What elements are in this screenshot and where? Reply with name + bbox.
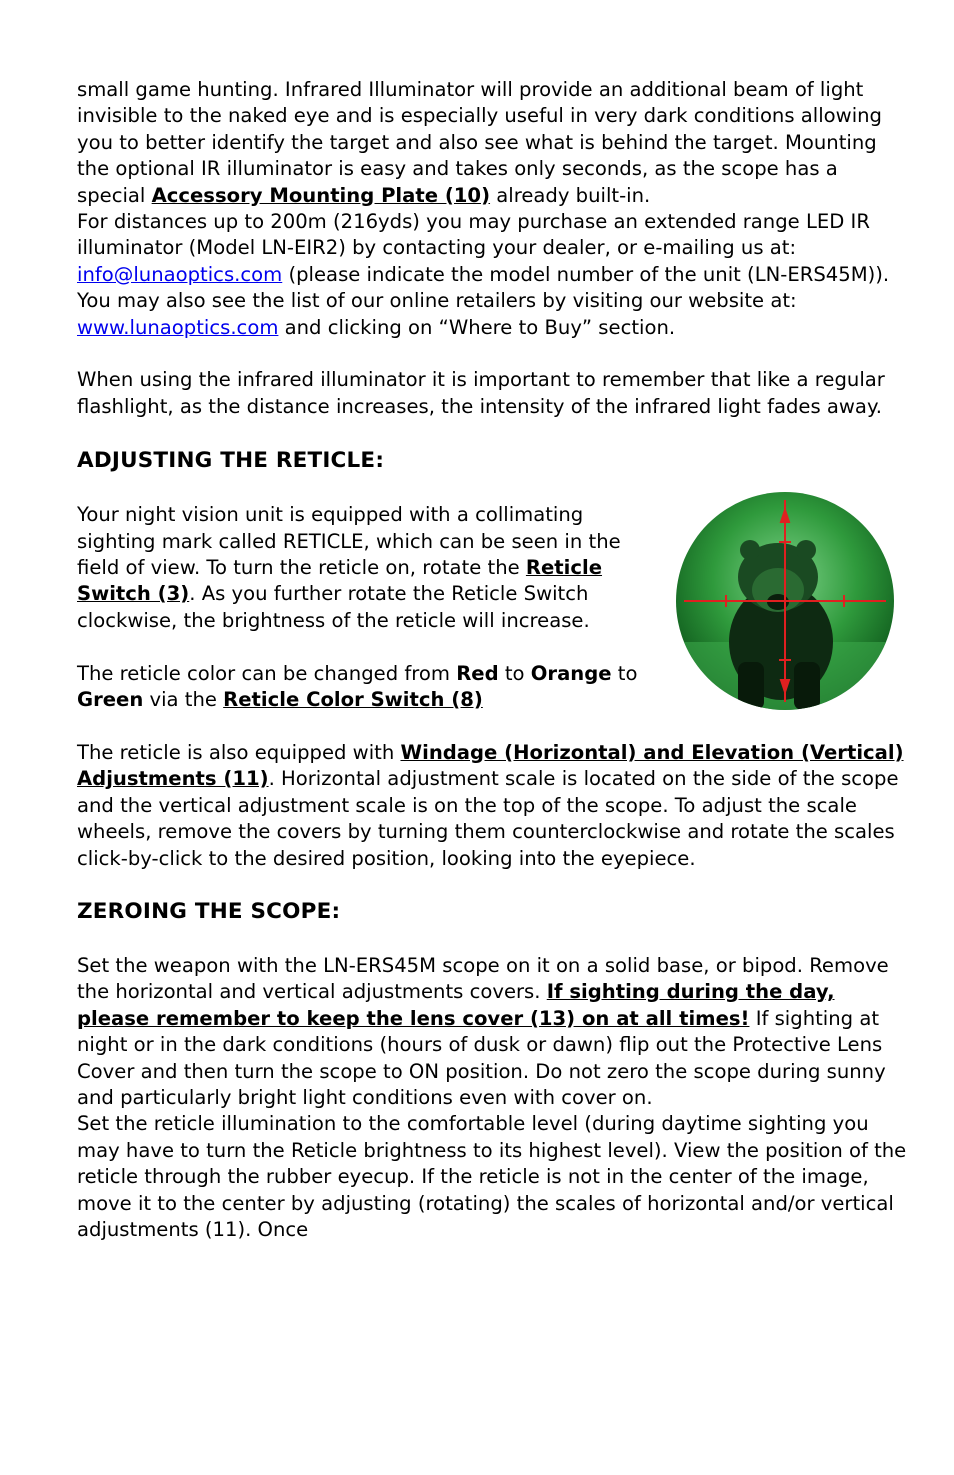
reticle-text-column [77,502,667,713]
zeroing-heading: ZEROING THE SCOPE: [77,898,341,924]
reticle-paragraph-3: The reticle is also equipped with Windage (Horizontal) and Elevation (Vertical) Adjustments (11). Horizontal adjustment scale is located on the side of the scope and the vertical adjustment scale is on the top of the scope. To adjust the scale wheels, remove the covers by turning them counterclockwise and rotate the scales click-by-click to the desired position, looking into the eyepiece. [77,740,904,870]
reticle-color-switch-ref: Reticle Color Switch (8) [223,688,483,712]
document-page [77,77,907,1243]
color-red-label: Red [456,661,499,685]
reticle-switch-ref: Reticle Switch (3) [77,556,603,606]
intro-paragraph-2: For distances up to 200m (216yds) you may purchase an extended range LED IR illuminator (Model LN-EIR2) by contacting your dealer, or e-mailing us at: info@lunaoptics.com (please indicate the model number of the unit (LN-ERS45M)). You may also see the list of our online retailers by visiting our website at: www.lunaoptics.com and clicking on “Where to Buy” section. [77,210,890,339]
reticle-block [77,502,907,713]
windage-elevation-ref: Windage (Horizontal) and Elevation (Vertical) Adjustments (11) [77,740,904,791]
website-link[interactable]: www.lunaoptics.com [77,315,279,339]
night-vision-bear-image [676,492,894,710]
color-orange-label: Orange [530,661,612,685]
color-green-label: Green [77,688,144,712]
intro-paragraph-3: When using the infrared illuminator it is important to remember that like a regular flashlight, as the distance increases, the intensity of the infrared light fades away. [77,368,885,418]
reticle-paragraph-2: The reticle color can be changed from Red to Orange to Green via the Reticle Color Switch (8) [77,661,638,712]
email-link[interactable]: info@lunaoptics.com [77,262,283,286]
zeroing-paragraph-1: Set the weapon with the LN-ERS45M scope on it on a solid base, or bipod. Remove the horizontal and vertical adjustments covers. If sighting during the day, please remember to keep the lens cover (13) on at all times! If sighting at night or in the dark conditions (hours of dusk or dawn) flip out the Protective Lens Cover and then turn the scope to ON position. Do not zero the scope during sunny and particularly bright light conditions even with cover on. [77,953,889,1109]
lens-cover-warning: If sighting during the day, please remember to keep the lens cover (13) on at all times! [77,980,835,1030]
accessory-mounting-plate-ref: Accessory Mounting Plate (10) [151,183,491,207]
reticle-heading: ADJUSTING THE RETICLE: [77,448,385,474]
intro-paragraph-1: small game hunting. Infrared Illuminator will provide an additional beam of light invisible to the naked eye and is especially useful in very dark conditions allowing you to better identify the target and also see what is behind the target. Mounting the optional IR illuminator is easy and takes only seconds, as the scope has a special Accessory Mounting Plate (10) already built-in. [77,78,882,207]
zeroing-paragraph-2: Set the reticle illumination to the comfortable level (during daytime sighting you may have to turn the Reticle brightness to its highest level). View the position of the reticle through the rubber eyecup. If the reticle is not in the center of the image, move it to the center by adjusting (rotating) the scales of horizontal and/or vertical adjustments (11). Once [77,1112,907,1241]
reticle-paragraph-1: Your night vision unit is equipped with a collimating sighting mark called RETICLE, which can be seen in the field of view. To turn the reticle on, rotate the Reticle Switch (3). As you further rotate the Reticle Switch clockwise, the brightness of the reticle will increase. [77,503,621,632]
